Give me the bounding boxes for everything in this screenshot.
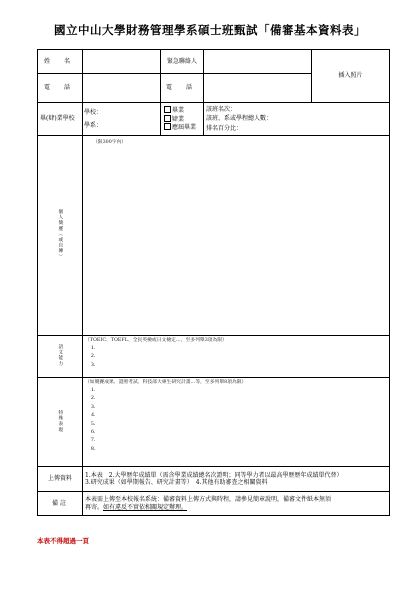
autobiography-label-cell [38, 136, 83, 336]
remarks-line-2: 再寄。如有違反不實依相關規定辦理。 [85, 503, 188, 511]
list-item[interactable]: 5. [91, 420, 96, 427]
photo-placeholder-text: 插入照片 [338, 72, 363, 80]
row-upload [38, 467, 390, 492]
list-item[interactable]: 2. [91, 395, 96, 402]
list-item[interactable]: 6. [91, 429, 96, 436]
ranking-cell [204, 103, 390, 136]
upload-cell [83, 467, 390, 492]
education-label: 畢(肄)業學校 [38, 103, 83, 136]
status-expected[interactable]: 應屆畢業 [164, 123, 203, 132]
remarks-cell [83, 492, 390, 516]
row-remarks [38, 492, 390, 516]
language-field[interactable] [83, 336, 390, 378]
special-field[interactable] [83, 378, 390, 467]
autobiography-field[interactable] [83, 136, 390, 336]
autobiography-label: 個人簡歷（或自傳） [57, 209, 63, 260]
row-special [38, 378, 390, 467]
page-title: 國立中山大學財務管理學系碩士班甄試「備審基本資料表」 [54, 23, 366, 37]
emergency-phone-label: 電 話 [161, 74, 204, 103]
row-autobiography [38, 136, 390, 336]
graduation-status-cell [161, 103, 204, 136]
remarks-label: 備註 [38, 492, 83, 516]
phone-field[interactable] [83, 74, 161, 103]
school-field[interactable]: 學校： [84, 108, 103, 116]
department-field[interactable]: 學系： [84, 122, 103, 129]
school-department-cell [83, 103, 161, 136]
special-hint: （如競賽成果、證照考試、科技部大專生研究計畫…等，至多列舉8項為限） [85, 380, 247, 385]
list-item[interactable]: 2. [91, 353, 96, 360]
special-label-cell [38, 378, 83, 467]
name-label: 姓 名 [38, 50, 83, 74]
name-field[interactable] [83, 50, 161, 74]
row-language [38, 336, 390, 378]
emergency-contact-label: 緊急聯絡人 [161, 50, 204, 74]
upload-label: 上傳資料 [38, 467, 83, 492]
status-graduated[interactable]: 畢業 [164, 106, 203, 115]
emergency-contact-field[interactable] [204, 50, 312, 74]
checkbox-icon[interactable] [164, 115, 171, 122]
list-item[interactable]: 3. [91, 361, 96, 368]
upload-line-1: 1.本表 2.大學歷年成績單（需含學業成績總名次證明；同等學力者以最高學歷歷年成績單代替） [85, 471, 343, 479]
class-rank-field[interactable]: 該班名次： [206, 105, 237, 113]
list-item[interactable]: 8. [91, 445, 96, 452]
remarks-warning: 如有違反不實依相關規定辦理。 [103, 503, 188, 511]
checkbox-icon[interactable] [164, 106, 171, 113]
language-label: 語文能力 [57, 344, 63, 367]
list-item[interactable]: 4. [91, 412, 96, 419]
photo-cell[interactable] [312, 50, 390, 103]
checkbox-icon[interactable] [164, 123, 171, 130]
list-item[interactable]: 1. [91, 344, 96, 351]
emergency-phone-field[interactable] [204, 74, 312, 103]
language-label-cell [38, 336, 83, 378]
list-item[interactable]: 1. [91, 386, 96, 393]
rank-percent-field[interactable]: 排名百分比： [206, 124, 243, 132]
page-limit-note: 本表不得超過一頁 [37, 537, 89, 545]
list-item[interactable]: 3. [91, 403, 96, 410]
upload-line-2: 3.研究成果（如學期報告、研究計畫等） 4.其他有助審查之相關資料 [85, 479, 268, 486]
special-label: 特殊表現 [57, 409, 63, 432]
basic-info-form [37, 49, 390, 516]
class-total-field[interactable]: 該班、系或學程總人數： [206, 115, 273, 123]
language-hint: （TOEIC、TOEFL、全民英檢或日文檢定…，至多列舉3項為限） [85, 338, 227, 343]
status-withdrawn[interactable]: 肄業 [164, 115, 203, 124]
row-name [38, 50, 390, 74]
remarks-line-1: 本表需上傳至本校報名系統：備審資料上傳方式與時程，請參見簡章說明，備審文件紙本無須 [85, 496, 332, 503]
row-education [38, 103, 390, 136]
phone-label: 電 話 [38, 74, 83, 103]
list-item[interactable]: 7. [91, 437, 96, 444]
autobiography-hint: （限300字內） [93, 140, 127, 145]
